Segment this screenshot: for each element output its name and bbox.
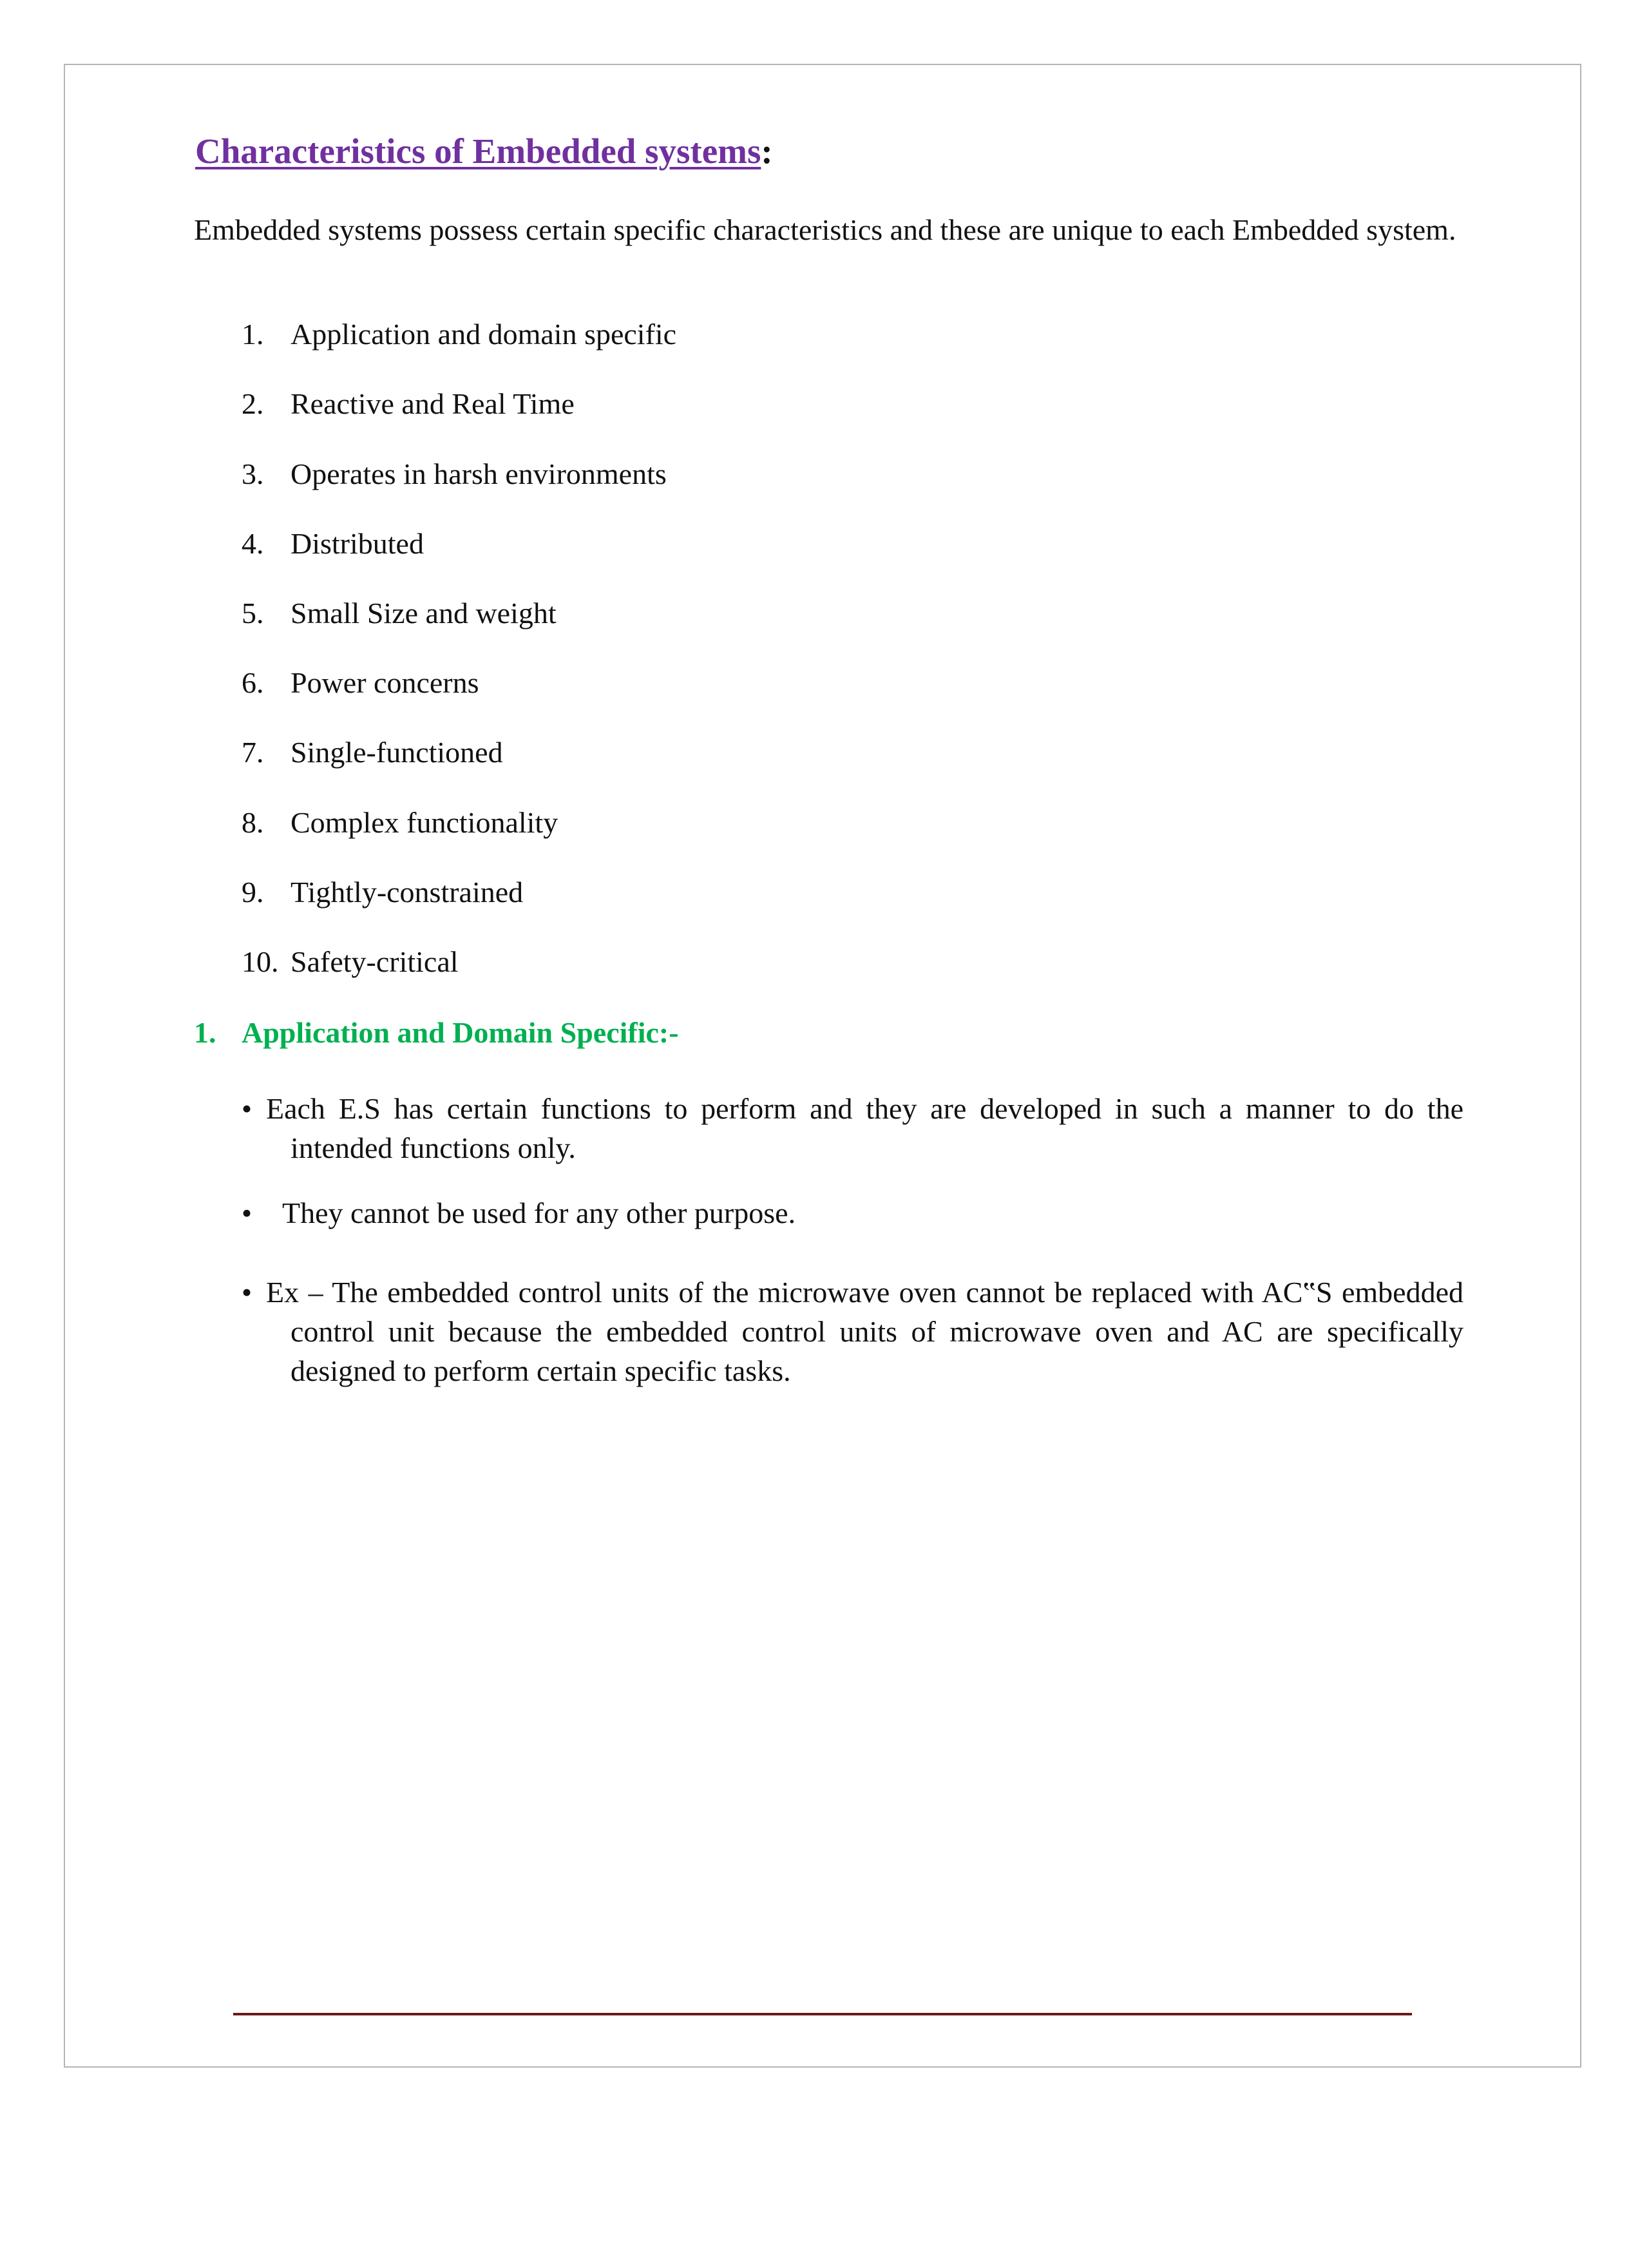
- list-number: 9.: [242, 876, 264, 908]
- intro-paragraph: Embedded systems possess certain specific characteristics and these are unique to each Embedded system.: [194, 213, 1456, 246]
- list-item: Complex functionality: [291, 806, 558, 839]
- list-number: 8.: [242, 806, 264, 839]
- list-item: Operates in harsh environments: [291, 457, 667, 490]
- list-number: 5.: [242, 597, 264, 629]
- list-item: Power concerns: [291, 666, 479, 699]
- list-number: 10.: [242, 945, 279, 978]
- bullet-text: Each E.S has certain functions to perform and they are developed in such a manner to do the intended functions only.: [266, 1092, 1463, 1164]
- bullet-item: [242, 1273, 1463, 1390]
- list-number: 6.: [242, 666, 264, 699]
- list-item: Tightly-constrained: [291, 876, 524, 908]
- page-title: [195, 129, 773, 174]
- list-item: Single-functioned: [291, 736, 503, 769]
- section-heading: Application and Domain Specific:-: [242, 1016, 679, 1049]
- list-item: Distributed: [291, 527, 424, 560]
- title-text: Characteristics of Embedded systems: [195, 131, 761, 171]
- list-number: 2.: [242, 387, 264, 420]
- title-colon: :: [761, 131, 773, 171]
- footer-rule: [233, 2013, 1412, 2015]
- section-number: 1.: [194, 1016, 216, 1049]
- list-item: Reactive and Real Time: [291, 387, 575, 420]
- bullet-icon: •: [242, 1092, 253, 1125]
- bullet-text: Ex – The embedded control units of the microwave oven cannot be replaced with AC‟S embedded control unit because the embedded control units of microwave oven and AC are specifically designed to perform certain specific tasks.: [266, 1276, 1463, 1387]
- bullet-item: [242, 1089, 1463, 1168]
- bullet-text: They cannot be used for any other purpose.: [282, 1196, 796, 1229]
- list-number: 4.: [242, 527, 264, 560]
- list-item: Application and domain specific: [291, 318, 677, 351]
- list-number: 7.: [242, 736, 264, 769]
- list-item: Safety-critical: [291, 945, 459, 978]
- page-border: [64, 64, 1581, 2068]
- bullet-icon: •: [242, 1276, 253, 1309]
- bullet-icon: •: [242, 1196, 253, 1229]
- list-number: 1.: [242, 318, 264, 351]
- list-number: 3.: [242, 457, 264, 490]
- list-item: Small Size and weight: [291, 597, 557, 629]
- bullet-item: [242, 1193, 1463, 1233]
